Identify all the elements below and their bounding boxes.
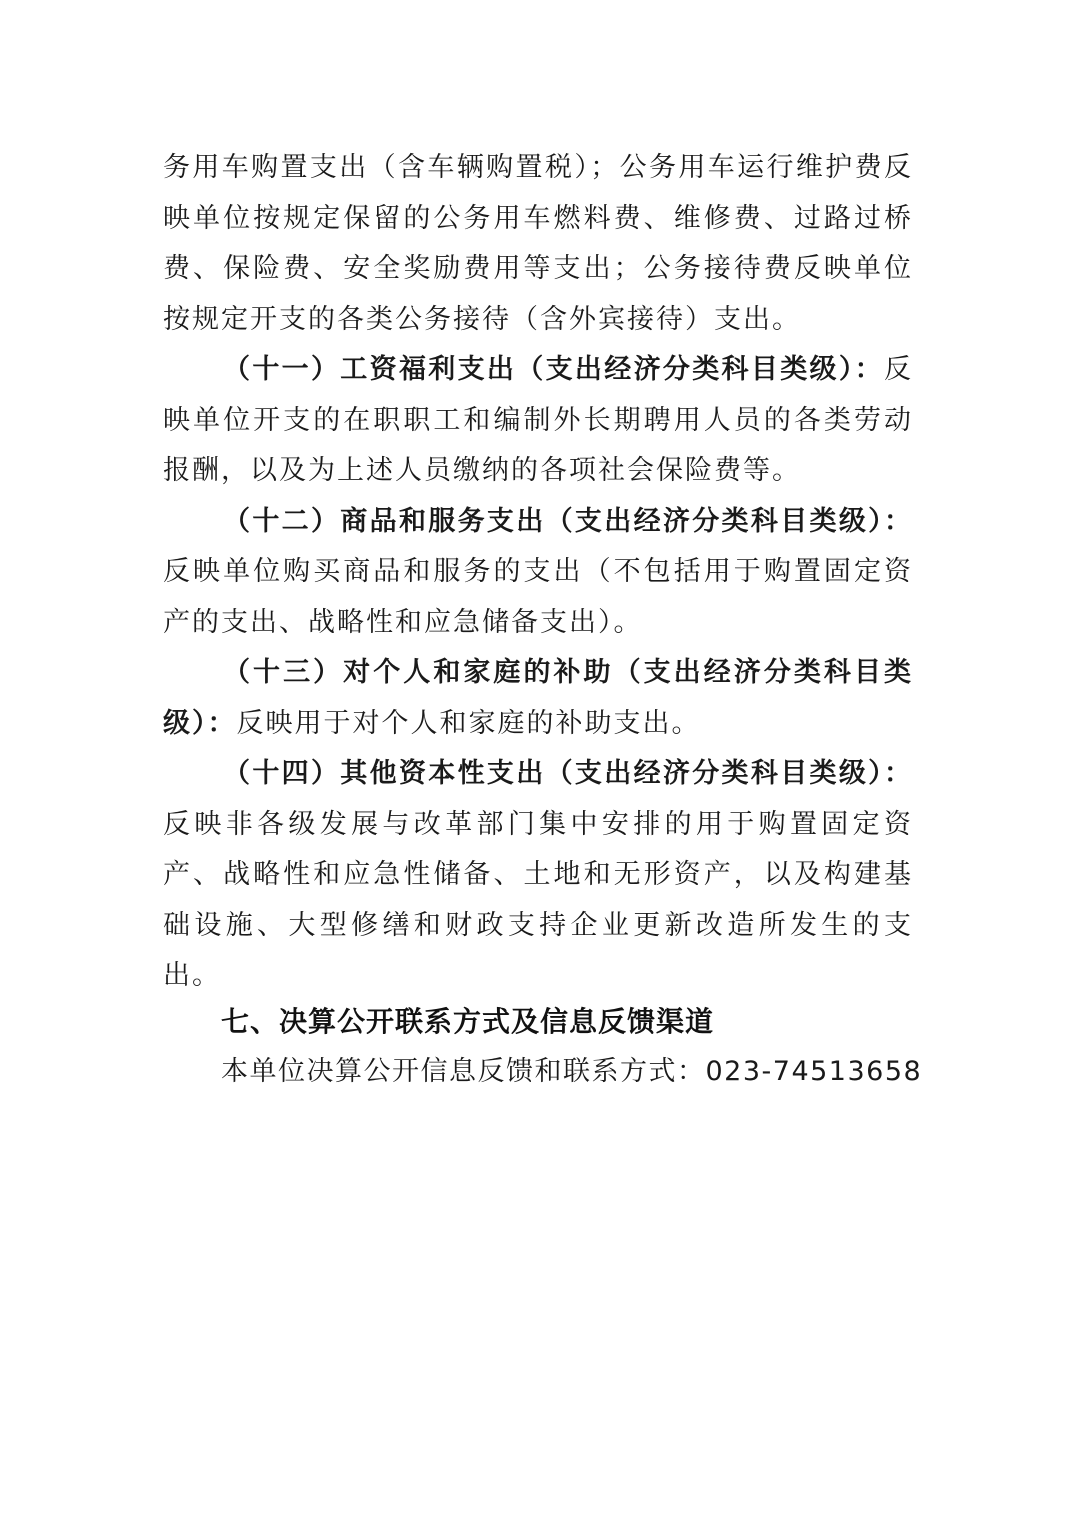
paragraph-item-14 (163, 749, 913, 1002)
paragraph-item-11 (163, 345, 913, 497)
item-13-body: 反映用于对个人和家庭的补助支出。 (236, 707, 701, 739)
section-7-heading: 七、决算公开联系方式及信息反馈渠道 (221, 1005, 715, 1038)
item-14-title: （十四）其他资本性支出（支出经济分类科目类级）： (223, 758, 913, 789)
item-12-title: （十二）商品和服务支出（支出经济分类科目类级）： (223, 505, 913, 537)
item-14-body: 反映非各级发展与改革部门集中安排的用于购置固定资产、战略性和应急性储备、土地和无形资产，以及构建基础设施、大型修缮和财政支持企业更新改造所发生的支出。 (163, 808, 913, 991)
contact-info: 本单位决算公开信息反馈和联系方式：023-74513658 (221, 1056, 923, 1087)
item-13-title: （十三）对个人和家庭的补助（支出经济分类科目类级）： (163, 657, 913, 739)
paragraph-item-13 (163, 648, 913, 749)
item-11-body: 反映单位开支的在职职工和编制外长期聘用人员的各类劳动报酬，以及为上述人员缴纳的各项社会保险费等。 (163, 354, 913, 486)
item-12-body: 反映单位购买商品和服务的支出（不包括用于购置固定资产的支出、战略性和应急储备支出）。 (163, 556, 913, 638)
paragraph-item-12 (163, 497, 913, 649)
document-body (163, 143, 913, 1002)
item-11-title: （十一）工资福利支出（支出经济分类科目类级）： (223, 354, 884, 385)
paragraph-vehicle-expenses: 务用车购置支出（含车辆购置税）；公务用车运行维护费反映单位按规定保留的公务用车燃料费、维修费、过路过桥费、保险费、安全奖励费用等支出；公务接待费反映单位按规定开支的各类公务接待（含外宾接待）支出。 (163, 152, 913, 335)
